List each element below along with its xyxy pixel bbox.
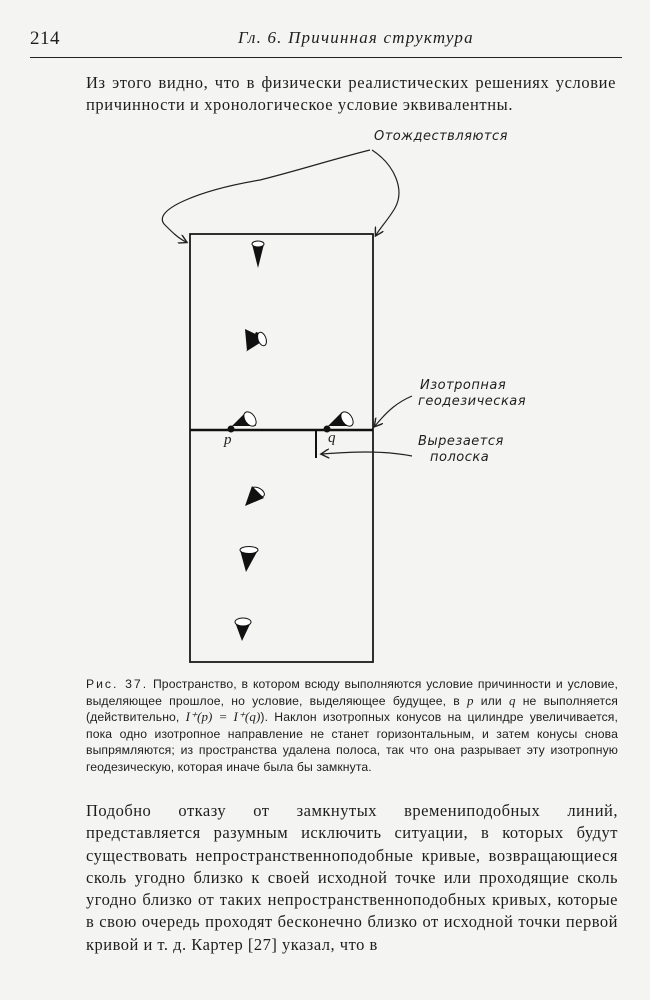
- caption-math: I⁺(p) = I⁺(q): [185, 709, 261, 724]
- intro-text: Из этого видно, что в физически реалистических решениях условие причинности и хронологическое условие эквивалентны.: [86, 73, 616, 114]
- caption-p: p: [466, 692, 474, 708]
- light-cone-p: [232, 410, 259, 429]
- page-number: 214: [30, 28, 60, 49]
- label-point-q: q: [328, 430, 336, 446]
- label-identified: Отождествляются: [374, 129, 508, 144]
- body-paragraph: [86, 800, 618, 956]
- caption-text-b: или: [473, 693, 509, 708]
- light-cone-q: [328, 410, 356, 429]
- page-header: [30, 28, 622, 54]
- body-text: Подобно отказу от замкнутых времениподобных линий, представляется разумным исключить ситуации, в которых будут существовать непространственноподобные кривые, возвращающиеся сколь угодно близко к своей исходной точке или проходящие сколь угодно близко от таких непространственноподобных кривых, которые в свою очередь проходят бесконечно близко от исходной точки первой кривой и т. д. Картер [27] указал, что в: [86, 801, 618, 954]
- caption-text-d: ). Наклон изотропных конусов на цилиндре увеличивается, пока одно изотропное направление не станет горизонтальным, и затем конусы снова выпрямляются; из пространства удалена полоса, так что она разрывает эту изотропную геодезическую, которая иначе была бы замкнута.: [86, 710, 618, 774]
- caption-q: q: [508, 692, 516, 708]
- light-cone-5: [235, 618, 251, 641]
- figure-caption: [86, 676, 618, 775]
- light-cone-1: [252, 241, 264, 268]
- cylinder-rectangle: [190, 234, 373, 662]
- label-point-p: p: [224, 432, 232, 448]
- label-strip-line2: полоска: [430, 450, 490, 465]
- label-isotropic-line1: Изотропная: [420, 378, 507, 393]
- light-cone-4: [240, 547, 258, 573]
- header-rule: [30, 57, 622, 58]
- identify-arrow-left: [162, 150, 370, 242]
- light-cone-3: [245, 485, 266, 506]
- running-title: Гл. 6. Причинная структура: [238, 28, 474, 47]
- caption-prefix: Рис. 37.: [86, 677, 149, 691]
- light-cone-2: [245, 329, 268, 352]
- caption-text-a: Пространство, в котором всюду выполняются условие причинности и условие, выделяющее прошлое, но условие, выделяющее будущее, в: [86, 677, 618, 708]
- strip-leader: [322, 452, 412, 456]
- isotropic-leader: [375, 396, 412, 426]
- label-strip-line1: Вырезается: [418, 434, 504, 449]
- intro-paragraph: [86, 72, 616, 116]
- label-isotropic-line2: геодезическая: [418, 394, 527, 409]
- figure-diagram: [0, 120, 650, 680]
- identify-arrow-right: [372, 150, 399, 235]
- caption-text-c: не выполняется (действительно,: [86, 693, 619, 724]
- figure-37: [0, 120, 650, 680]
